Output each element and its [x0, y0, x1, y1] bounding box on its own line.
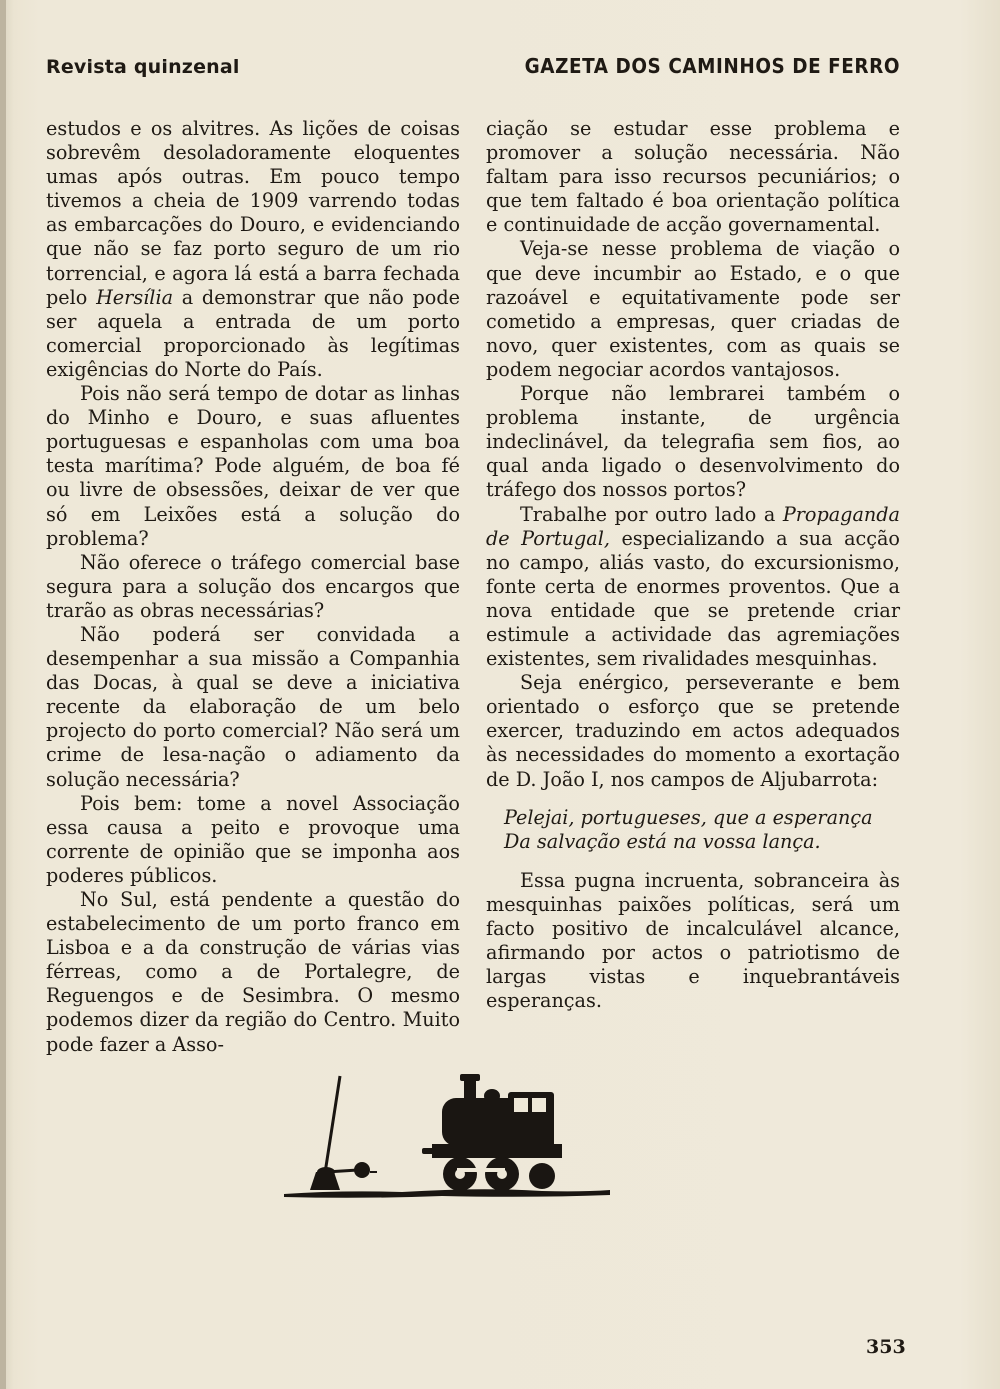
italic-ship-name: Hersília	[96, 285, 174, 309]
locomotive-illustration	[282, 1068, 612, 1208]
text-column-right	[486, 117, 900, 1013]
paragraph: Pois bem: tome a novel Associação essa causa a peito e provoque uma corrente de opinião que se imponha aos poderes públicos.	[46, 791, 460, 887]
paragraph: Veja-se nesse problema de viação o que deve incumbir ao Estado, e o que razoável e equitativamente pode ser cometido a empresas, quer criadas de novo, quer existentes, com as quais se podem negociar acordos vantajosos.	[486, 237, 900, 381]
italic-title: Propaganda de Portugal,	[486, 502, 900, 550]
paragraph: Porque não lembrarei também o problema instante, de urgência indeclinável, da telegrafia sem fios, ao qual anda ligado o desenvolvimento do tráfego dos nossos portos?	[486, 382, 900, 502]
paragraph: Seja enérgico, perseverante e bem orientado o esforço que se pretende exercer, traduzindo em actos adequados às necessidades do momento a exortação de D. João I, nos campos de Aljubarrota:	[486, 671, 900, 791]
paragraph: Essa pugna incruenta, sobranceira às mesquinhas paixões políticas, será um facto positivo de incalculável alcance, afirmando por actos o patriotismo de largas vistas e inquebrantáveis esperanças.	[486, 868, 900, 1013]
verse-line: Da salvação está na vossa lança.	[504, 830, 821, 854]
paragraph-text: Trabalhe por outro lado a	[520, 502, 783, 526]
paragraph: No Sul, está pendente a questão do estabelecimento de um porto franco em Lisboa e a da construção de várias vias férreas, como a de Portalegre, de Reguengos e de Sesimbra. O mesmo podemos dizer da região do Centro. Muito pode fazer a Asso-	[46, 888, 460, 1056]
paragraph: Não oferece o tráfego comercial base segura para a solução dos encargos que trarão as obras necessárias?	[46, 550, 460, 622]
paragraph: Não poderá ser convidada a desempenhar a sua missão a Companhia das Docas, à qual se deve a iniciativa recente da elaboração de um belo projecto do porto comercial? Não será um crime de lesa-nação o adiamento da solução necessária?	[46, 622, 460, 791]
verse-quote	[504, 806, 900, 855]
page-number: 353	[866, 1336, 906, 1358]
header-right-title: GAZETA DOS CAMINHOS DE FERRO	[524, 54, 900, 78]
header-left-title: Revista quinzenal	[46, 56, 240, 78]
text-column-left	[46, 117, 460, 1057]
paragraph-text: estudos e os alvitres. As lições de coisas sobrevêm desoladoramente eloquentes umas após outras. Em pouco tempo tivemos a cheia de 1909 varrendo todas as embarcações do Douro, e evidenciando que não se faz porto seguro de um rio torrencial, e agora lá está a barra fechada pelo	[46, 117, 460, 309]
paragraph-text: especializando a sua acção no campo, aliás vasto, do excursionismo, fonte certa de enormes proventos. Que a nova entidade que se pretende criar estimule a actividade das agremiações existentes, sem rivalidades mesquinhas.	[486, 526, 900, 671]
verse-line: Pelejai, portugueses, que a esperança	[504, 805, 873, 829]
paragraph-text: a demonstrar que não pode ser aquela a entrada de um porto comercial proporcionado às legítimas exigências do Norte do País.	[46, 285, 460, 381]
ground-line	[284, 1189, 610, 1198]
paragraph: Pois não será tempo de dotar as linhas do Minho e Douro, e suas afluentes portuguesas e espanholas com uma boa testa marítima? Pode alguém, de boa fé ou livre de obsessões, deixar de ver que só em Leixões está a solução do problema?	[46, 382, 460, 550]
locomotive-icon	[422, 1074, 562, 1191]
paragraph	[486, 503, 900, 672]
page-spine-shadow	[0, 0, 6, 1389]
paragraph	[46, 117, 460, 382]
paragraph: ciação se estudar esse problema e promover a solução necessária. Não faltam para isso recursos pecuniários; o que tem faltado é boa orientação política e continuidade de acção governamental.	[486, 117, 900, 237]
